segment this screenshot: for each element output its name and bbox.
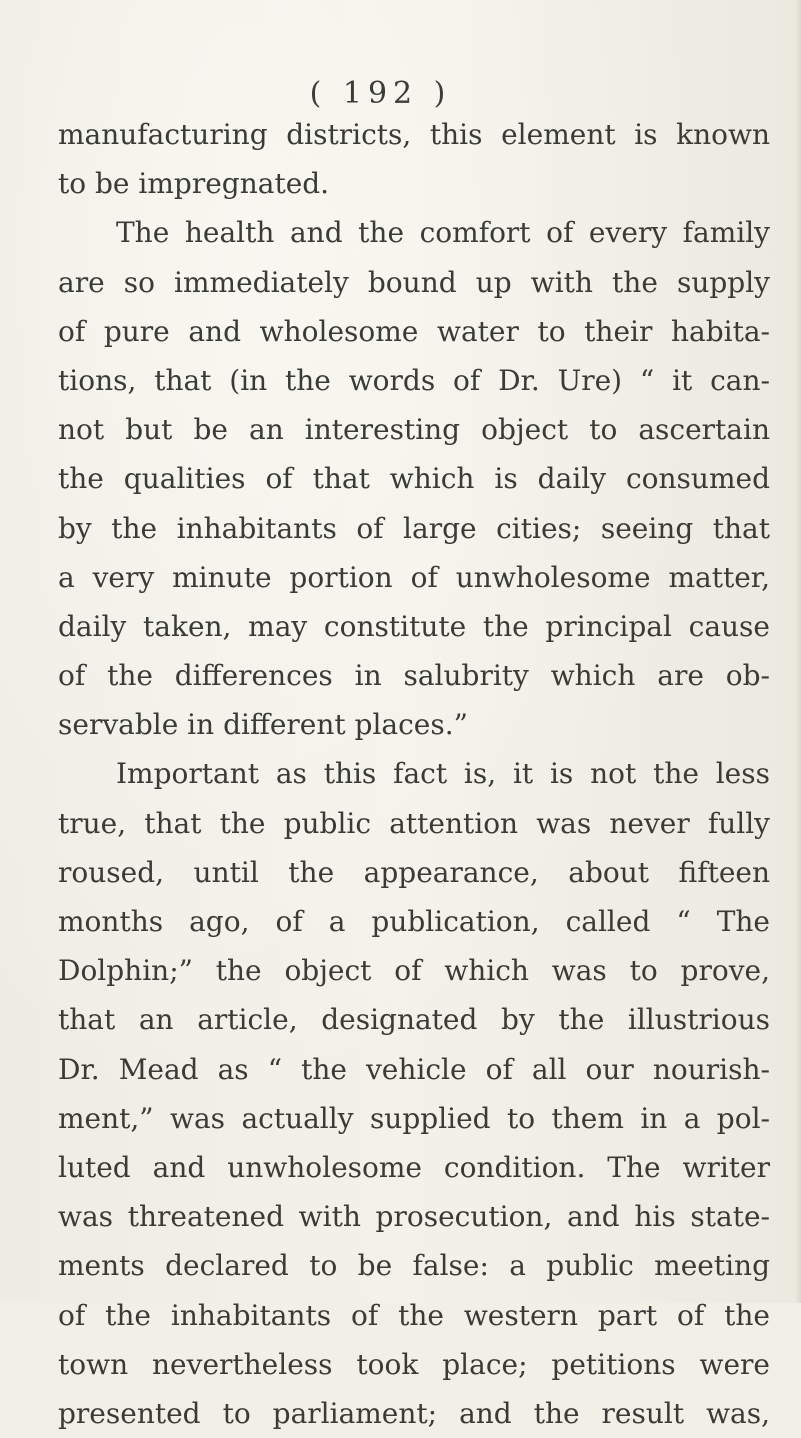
text-line: daily taken, may constitute the principal cause <box>58 609 770 643</box>
text-line: town nevertheless took place; petitions were <box>58 1347 770 1381</box>
text-line: a very minute portion of unwholesome matter, <box>58 560 770 594</box>
text-line: of the differences in salubrity which are ob- <box>58 659 770 693</box>
text-line: Dr. Mead as “ the vehicle of all our nourish- <box>58 1052 770 1086</box>
text-line: Important as this fact is, it is not the less <box>116 757 770 791</box>
page-number: ( 192 ) <box>309 76 452 111</box>
text-line: roused, until the appearance, about fifteen <box>58 855 770 889</box>
text-line: that an article, designated by the illustrious <box>58 1003 770 1037</box>
text-line: luted and unwholesome condition. The writer <box>58 1150 770 1184</box>
text-line: the qualities of that which is daily consumed <box>58 462 770 496</box>
text-line: to be impregnated. <box>58 167 330 201</box>
text-line: presented to parliament; and the result was, <box>58 1396 770 1430</box>
body-text <box>58 110 770 1438</box>
text-line: of the inhabitants of the western part of the <box>58 1298 770 1332</box>
text-line: are so immediately bound up with the supply <box>58 265 770 299</box>
text-line: tions, that (in the words of Dr. Ure) “ it can- <box>58 363 770 397</box>
text-line: ments declared to be false: a public meeting <box>58 1249 770 1283</box>
text-line: manufacturing districts, this element is known <box>58 118 770 151</box>
text-line: The health and the comfort of every family <box>116 216 770 250</box>
text-line: true, that the public attention was never fully <box>58 806 770 840</box>
text-line: of pure and wholesome water to their habita- <box>58 314 770 348</box>
text-line: ment,” was actually supplied to them in a pol- <box>58 1101 770 1135</box>
text-line: servable in different places.” <box>58 708 468 742</box>
text-line: not but be an interesting object to ascertain <box>58 413 770 447</box>
text-line: by the inhabitants of large cities; seeing that <box>58 511 770 545</box>
text-line: was threatened with prosecution, and his state- <box>58 1200 770 1234</box>
text-line: Dolphin;” the object of which was to prove, <box>58 954 770 988</box>
text-line: months ago, of a publication, called “ The <box>58 905 770 938</box>
page-edge-shadow <box>795 0 801 1303</box>
